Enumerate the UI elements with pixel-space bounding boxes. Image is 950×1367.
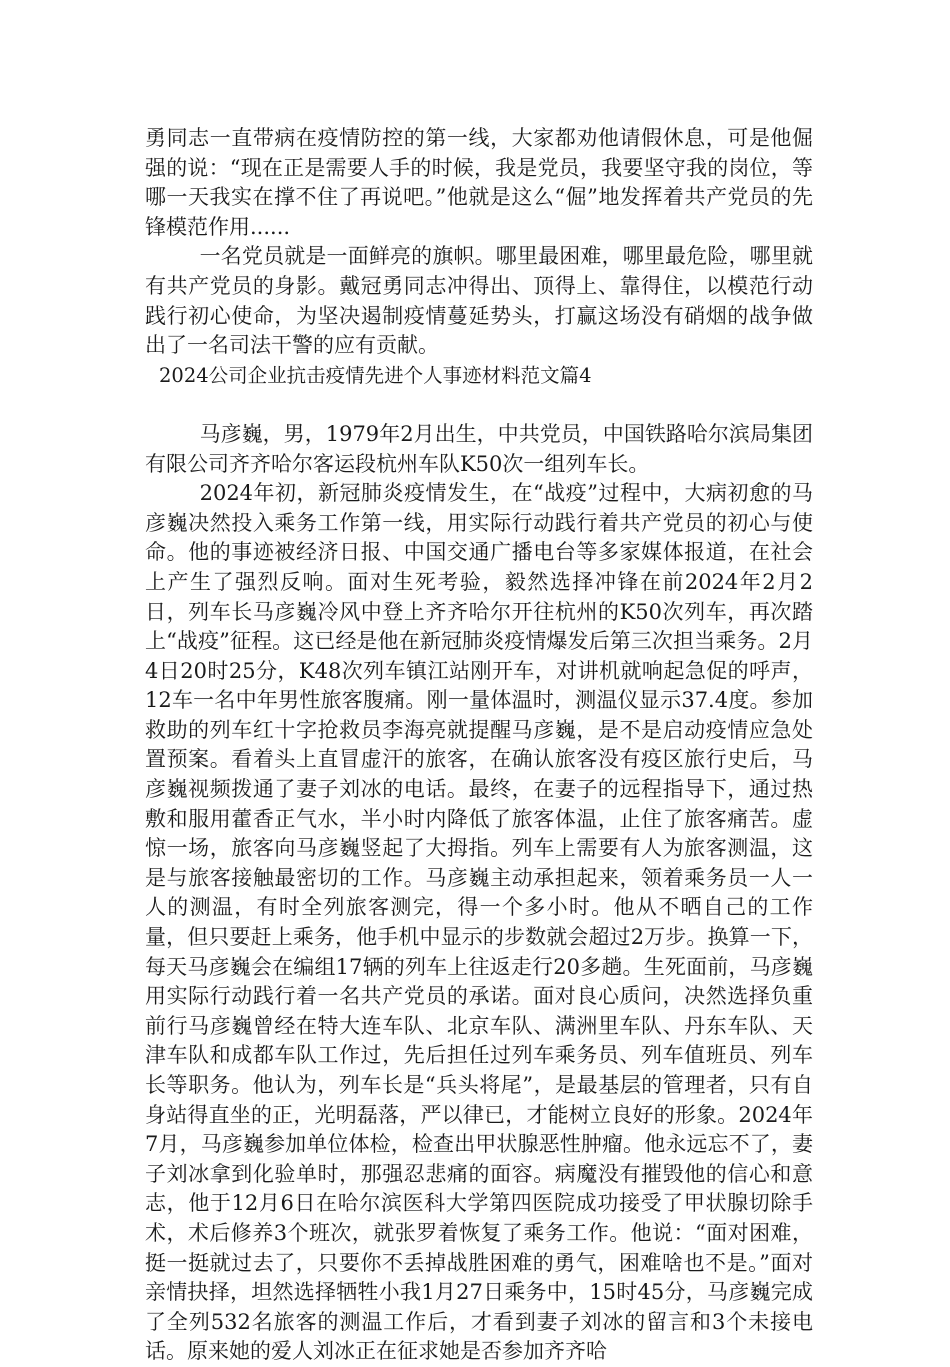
body-paragraph: 2024年初，新冠肺炎疫情发生，在“战疫”过程中，大病初愈的马彦巍决然投入乘务工作第一线，用实际行动践行着共产党员的初心与使命。他的事迹被经济日报、中国交通广播电台等多家媒体报道，在社会上产生了强烈反响。面对生死考验，毅然选择冲锋在前2024年2月2日，列车长马彦巍冷风中登上齐齐哈尔开往杭州的K50次列车，再次踏上“战疫”征程。这已经是他在新冠肺炎疫情爆发后第三次担当乘务。2月4日20时25分，K48次列车镇江站刚开车，对讲机就响起急促的呼声，12车一名中年男性旅客腹痛。刚一量体温时，测温仪显示37.4度。参加救助的列车红十字抢救员李海亮就提醒马彦巍，是不是启动疫情应急处置预案。看着头上直冒虚汗的旅客，在确认旅客没有疫区旅行史后，马彦巍视频拨通了妻子刘冰的电话。最终，在妻子的远程指导下，通过热敷和服用藿香正气水，半小时内降低了旅客体温，止住了旅客痛苦。虚惊一场，旅客向马彦巍竖起了大拇指。列车上需要有人为旅客测温，这是与旅客接触最密切的工作。马彦巍主动承担起来，领着乘务员一人一人的测温，有时全列旅客测完，得一个多小时。他从不晒自己的工作量，但只要赶上乘务，他手机中显示的步数就会超过2万步。换算一下，每天马彦巍会在编组17辆的列车上往返走行20多趟。生死面前，马彦巍用实际行动践行着一名共产党员的承诺。面对良心质问，决然选择负重前行马彦巍曾经在特大连车队、北京车队、满洲里车队、丹东车队、天津车队和成都车队工作过，先后担任过列车乘务员、列车值班员、列车长等职务。他认为，列车长是“兵头将尾”，是最基层的管理者，只有自身站得直坐的正，光明磊落，严以律已，才能树立良好的形象。2024年7月，马彦巍参加单位体检，检查出甲状腺恶性肿瘤。他永远忘不了，妻子刘冰拿到化验单时，那强忍悲痛的面容。病魔没有摧毁他的信心和意志，他于12月6日在哈尔滨医科大学第四医院成功接受了甲状腺切除手术，术后修养3个班次，就张罗着恢复了乘务工作。他说：“面对困难，挺一挺就过去了，只要你不丢掉战胜困难的勇气，困难啥也不是。”面对亲情抉择，坦然选择牺牲小我1月27日乘务中，15时45分，马彦巍完成了全列532名旅客的测温工作后，才看到妻子刘冰的留言和3个未接电话。原来她的爱人刘冰正在征求她是否参加齐齐哈 [145, 481, 813, 1364]
document-page [145, 124, 813, 1367]
section-heading: 2024公司企业抗击疫情先进个人事迹材料范文篇4 [159, 363, 592, 387]
closing-paragraph: 一名党员就是一面鲜亮的旗帜。哪里最困难，哪里最危险，哪里就有共产党员的身影。戴冠勇同志冲得出、顶得上、靠得住，以模范行动践行初心使命，为坚决遏制疫情蔓延势头，打赢这场没有硝烟的战争做出了一名司法干警的应有贡献。 [145, 244, 813, 358]
blank-line [145, 390, 813, 420]
intro-paragraph: 马彦巍，男，1979年2月出生，中共党员，中国铁路哈尔滨局集团有限公司齐齐哈尔客运段杭州车队K50次一组列车长。 [145, 421, 813, 476]
continuation-paragraph: 勇同志一直带病在疫情防控的第一线，大家都劝他请假休息，可是他倔强的说：“现在正是需要人手的时候，我是党员，我要坚守我的岗位，等哪一天我实在撑不住了再说吧。”他就是这么“倔”地发挥着共产党员的先锋模范作用...... [145, 126, 813, 239]
